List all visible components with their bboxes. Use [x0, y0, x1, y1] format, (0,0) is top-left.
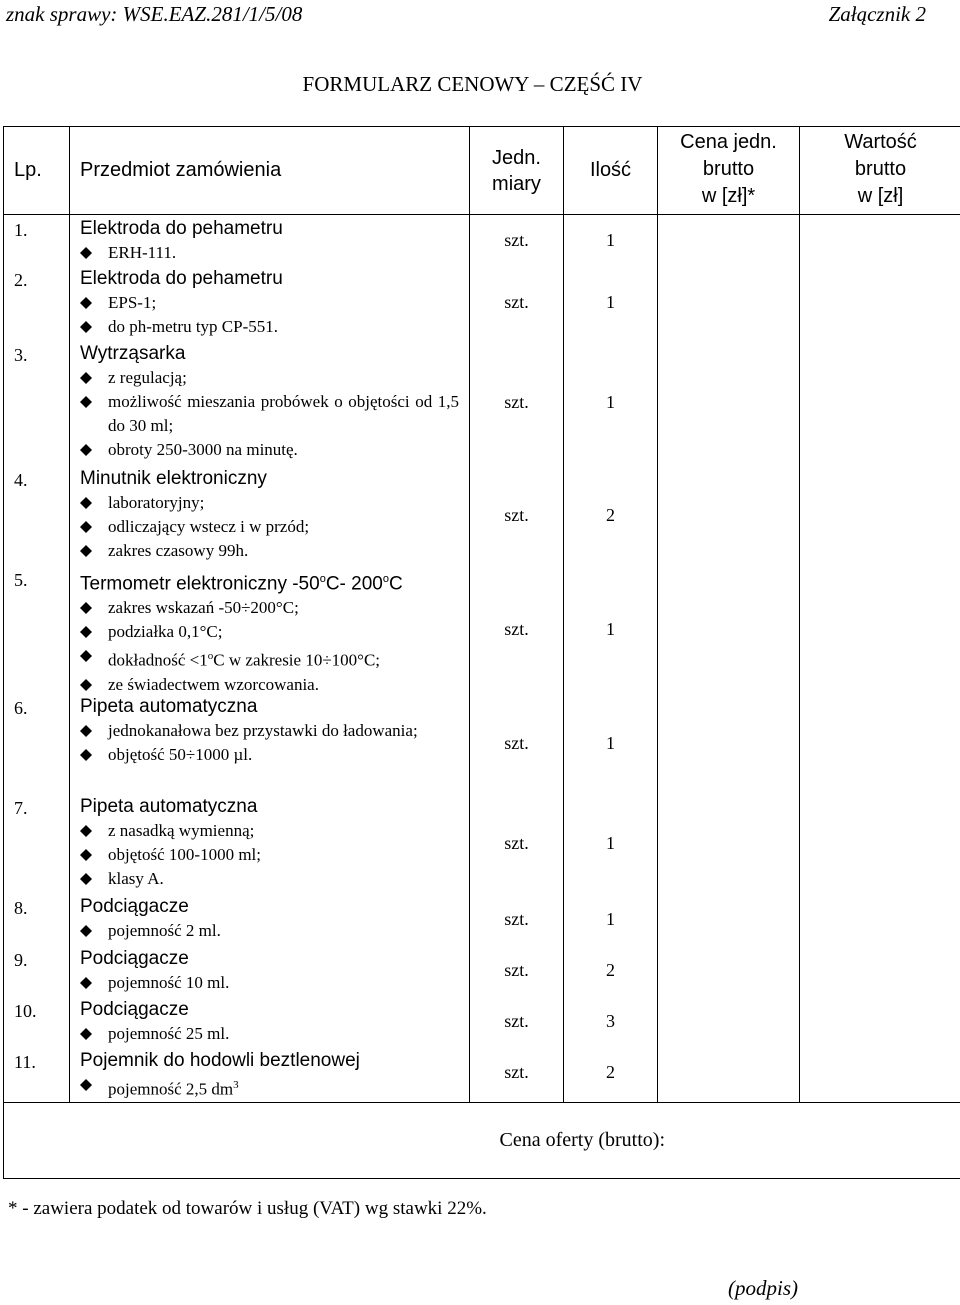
item-title-part: C: [388, 573, 403, 595]
item-bullet-text: pojemność 10 ml.: [108, 973, 230, 992]
item-title: Elektroda do pehametru: [80, 268, 283, 289]
qty-value: 2: [606, 960, 615, 980]
item-bullet: [80, 515, 459, 539]
item-bullet: [80, 819, 459, 843]
item-bullet-list: [80, 241, 459, 265]
bullet-diamond-icon: [80, 497, 92, 509]
item-bullet: [80, 971, 459, 995]
item-bullet: [80, 438, 459, 462]
unit-value: szt.: [504, 960, 529, 980]
item-title: Wytrząsarka: [80, 343, 186, 364]
item-title: Pipeta automatyczna: [80, 796, 258, 817]
unit-value: szt.: [504, 618, 529, 639]
bullet-diamond-icon: [80, 321, 92, 333]
unit-value: szt.: [504, 292, 529, 312]
item-title: Minutnik elektroniczny: [80, 468, 267, 489]
degree-sup: o: [382, 573, 389, 585]
col-header-cena: [658, 127, 800, 215]
qty-value: 1: [606, 292, 615, 312]
col-header-wartosc: [800, 127, 960, 215]
form-title: FORMULARZ CENOWY – CZĘŚĆ IV: [302, 72, 643, 96]
item-bullet: [80, 315, 459, 339]
qty-value: 1: [606, 832, 615, 853]
item-rows: [4, 215, 960, 1103]
item-bullet-text: EPS-1;: [108, 293, 157, 312]
item-bullet: [80, 867, 459, 891]
item-bullet-text: dokładność <1: [108, 650, 208, 670]
lp-number: 7.: [14, 798, 28, 818]
bullet-diamond-icon: [80, 444, 92, 456]
item-bullet: [80, 539, 459, 563]
lp-number: 9.: [14, 950, 28, 970]
item-block: [80, 1049, 459, 1100]
item-bullet: [80, 596, 459, 620]
unit-column: [470, 215, 564, 1103]
item-block: [80, 342, 459, 467]
item-title: [80, 567, 459, 596]
unit-value: szt.: [504, 504, 529, 525]
item-bullet-list: [80, 971, 459, 995]
qty-value: 1: [606, 229, 615, 250]
item-title: Pojemnik do hodowli beztlenowej: [80, 1050, 360, 1071]
item-bullet: [80, 491, 459, 515]
offer-price-text: Cena oferty (brutto):: [499, 1129, 665, 1151]
item-bullet-text: z regulacją;: [108, 368, 187, 387]
item-bullet-text: zakres wskazań -50÷200°C;: [108, 598, 299, 618]
unit-value: szt.: [504, 229, 529, 250]
item-bullet-text: do ph-metru typ CP-551.: [108, 317, 278, 336]
col-header-cena-line2: brutto: [702, 158, 755, 180]
item-title: Pipeta automatyczna: [80, 696, 258, 717]
col-header-wartosc-line2: brutto: [854, 158, 907, 180]
item-bullet-list: [80, 719, 459, 767]
item-bullet: [80, 1022, 459, 1046]
qty-value: 1: [606, 908, 615, 929]
item-title: Elektroda do pehametru: [80, 218, 283, 239]
item-bullet: [80, 919, 459, 943]
col-header-jedn: [470, 127, 564, 215]
item-bullet-list: [80, 291, 459, 339]
qty-value: 2: [606, 1062, 615, 1082]
bullet-diamond-icon: [80, 825, 92, 837]
item-block: [80, 795, 459, 895]
qty-value: 2: [606, 504, 615, 525]
lp-number: 10.: [14, 1001, 37, 1021]
bullet-diamond-icon: [80, 396, 92, 408]
col-header-ilosc: Ilość: [564, 127, 658, 215]
lp-number: 6.: [14, 698, 28, 718]
col-header-cena-line3: w [zł]*: [701, 185, 756, 207]
items-column: [70, 215, 470, 1103]
item-bullet-list: [80, 366, 459, 462]
item-bullet-list: [80, 1073, 459, 1100]
bullet-diamond-icon: [80, 1028, 92, 1040]
item-bullet-text: z nasadką wymienną;: [108, 821, 255, 840]
item-title-part: C- 200: [325, 573, 383, 595]
bullet-diamond-icon: [80, 626, 92, 638]
item-title-part: Termometr elektroniczny -50: [80, 573, 320, 595]
col-header-wartosc-line3: w [zł]: [857, 185, 904, 207]
col-header-lp: Lp.: [4, 127, 70, 215]
qty-value: 1: [606, 732, 615, 753]
qty-value: 1: [606, 392, 615, 412]
offer-price-row: [4, 1103, 960, 1179]
bullet-diamond-icon: [80, 521, 92, 533]
bullet-diamond-icon: [80, 545, 92, 557]
item-bullet-text: ERH-111.: [108, 243, 177, 262]
item-bullet-text: ze świadectwem wzorcowania.: [108, 674, 319, 694]
price-table: [3, 126, 960, 1179]
item-block: [80, 895, 459, 947]
item-bullet-text: klasy A.: [108, 869, 164, 888]
item-block: [80, 695, 459, 795]
item-bullet-text: C w zakresie 10÷100°C;: [213, 650, 381, 670]
lp-number: 3.: [14, 345, 28, 365]
offer-price-label: [499, 1103, 960, 1179]
item-bullet-list: [80, 596, 459, 695]
item-block: [80, 567, 459, 695]
bullet-diamond-icon: [80, 602, 92, 614]
qty-value: 3: [606, 1011, 615, 1031]
bullet-diamond-icon: [80, 1079, 92, 1091]
item-bullet-list: [80, 1022, 459, 1046]
item-bullet: [80, 390, 459, 438]
col-header-jedn-line1: Jedn.: [492, 146, 541, 169]
item-bullet: [80, 673, 459, 695]
unit-value: szt.: [504, 1011, 529, 1031]
lp-number: 8.: [14, 898, 28, 918]
vat-footnote: * - zawiera podatek od towarów i usług (VAT) wg stawki 22%.: [8, 1198, 487, 1219]
lp-number: 11.: [14, 1052, 36, 1072]
bullet-diamond-icon: [80, 679, 92, 691]
item-bullet-text: odliczający wstecz i w przód;: [108, 517, 310, 536]
item-bullet-list: [80, 819, 459, 891]
item-block: [80, 947, 459, 998]
item-block: [80, 998, 459, 1049]
unit-value: szt.: [504, 392, 529, 412]
lp-column: [4, 215, 70, 1103]
bullet-diamond-icon: [80, 372, 92, 384]
item-bullet-text: pojemność 2,5 dm: [108, 1079, 234, 1099]
item-bullet-list: [80, 491, 459, 563]
lp-number: 5.: [14, 570, 28, 590]
degree-sup: o: [207, 650, 214, 663]
lp-number: 4.: [14, 470, 28, 490]
item-bullet-text: obroty 250-3000 na minutę.: [108, 440, 298, 459]
lp-number: 1.: [14, 220, 28, 240]
bullet-diamond-icon: [80, 849, 92, 861]
item-bullet-list: [80, 919, 459, 943]
item-title: Podciągacze: [80, 896, 189, 917]
item-block: [80, 217, 459, 267]
item-bullet-text: pojemność 2 ml.: [108, 921, 221, 940]
bullet-diamond-icon: [80, 725, 92, 737]
item-bullet: [80, 291, 459, 315]
unit-value: szt.: [504, 1062, 529, 1082]
item-bullet-text: objętość 100-1000 ml;: [108, 845, 261, 864]
item-title: Podciągacze: [80, 999, 189, 1020]
attachment-label: Załącznik 2: [828, 2, 926, 26]
unit-value: szt.: [504, 832, 529, 853]
bullet-diamond-icon: [80, 873, 92, 885]
qty-column: [564, 215, 658, 1103]
bullet-diamond-icon: [80, 650, 92, 662]
superscript: 3: [233, 1079, 239, 1091]
item-bullet: [80, 719, 459, 743]
unit-value: szt.: [504, 732, 529, 753]
item-title: Podciągacze: [80, 948, 189, 969]
item-bullet-text: możliwość mieszania probówek o objętości od 1,5 do 30 ml;: [108, 392, 459, 435]
item-bullet: [80, 366, 459, 390]
item-bullet: [80, 1073, 459, 1100]
item-bullet-text: objętość 50÷1000 µl.: [108, 745, 253, 764]
col-header-jedn-line2: miary: [492, 172, 541, 195]
bullet-diamond-icon: [80, 977, 92, 989]
item-bullet-text: laboratoryjny;: [108, 493, 205, 512]
bullet-diamond-icon: [80, 925, 92, 937]
item-bullet: [80, 743, 459, 767]
item-block: [80, 467, 459, 567]
degree-sup: o: [319, 573, 326, 585]
bullet-diamond-icon: [80, 749, 92, 761]
item-bullet: [80, 843, 459, 867]
unit-value: szt.: [504, 908, 529, 929]
col-header-przedmiot: Przedmiot zamówienia: [70, 127, 470, 215]
col-header-wartosc-line1: Wartość: [844, 131, 917, 153]
item-bullet: [80, 644, 459, 673]
item-block: [80, 267, 459, 342]
signature-label: (podpis): [728, 1276, 798, 1300]
item-bullet-text: pojemność 25 ml.: [108, 1024, 230, 1043]
table-header-row: [4, 127, 960, 215]
total-value-column: [800, 215, 960, 1103]
item-bullet-text: podziałka 0,1°C;: [108, 622, 223, 642]
case-number: znak sprawy: WSE.EAZ.281/1/5/08: [6, 2, 303, 26]
qty-value: 1: [606, 618, 615, 639]
col-header-cena-line1: Cena jedn.: [680, 131, 777, 153]
bullet-diamond-icon: [80, 247, 92, 259]
item-bullet: [80, 620, 459, 644]
item-bullet: [80, 241, 459, 265]
unit-price-column: [658, 215, 800, 1103]
bullet-diamond-icon: [80, 297, 92, 309]
item-bullet-text: jednokanałowa bez przystawki do ładowania;: [108, 721, 418, 740]
item-bullet-text: zakres czasowy 99h.: [108, 541, 249, 560]
lp-number: 2.: [14, 270, 28, 290]
